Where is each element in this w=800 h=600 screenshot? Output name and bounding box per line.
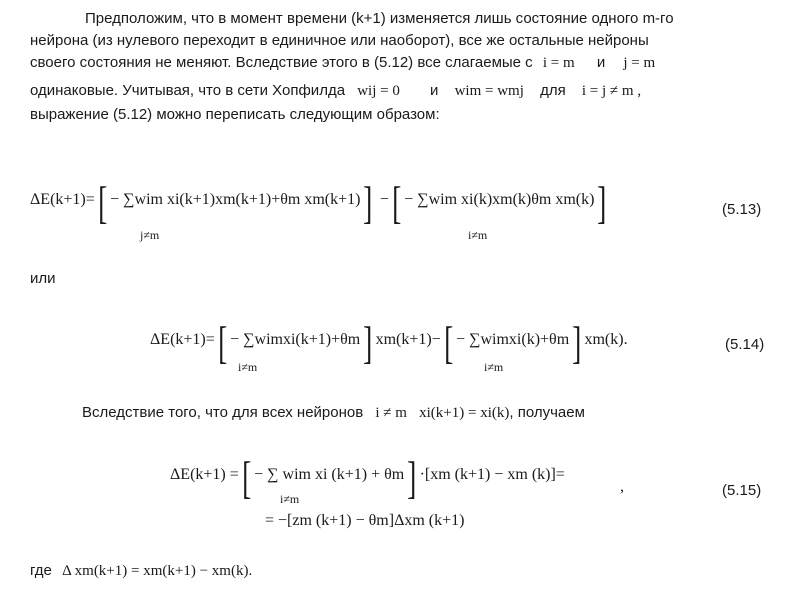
condition-wij-zero: wij = 0 [357,83,400,99]
intro-line-1: Предположим, что в момент времени (k+1) изменяется лишь состояние одного m-го [85,10,674,27]
conjunction-and: и [596,54,606,71]
intro-line-3-text: своего состояния не меняют. Вследствие этого в (5.12) все слагаемые с [30,54,533,71]
eq515-number: (5.15) [722,482,762,499]
eq513-bracket-close-1: ] [363,177,373,228]
intro-line-2: нейрона (из нулевого переходит в единичное или наоборот), все же остальные нейроны [30,32,649,49]
eq514-sum-index-1: i≠m [238,360,258,374]
eq514-tail2: xm(k). [584,331,628,348]
eq513-bracket-open-1: [ [97,177,108,228]
intro-line-3 [30,52,775,74]
delta-definition-formula: Δ xm(k+1) = xm(k+1) − xm(k). [62,563,253,579]
eq513-sum-index-1: j≠m [140,228,160,242]
intro-line-4 [30,80,775,102]
eq513-minus: − [379,191,389,208]
eq513-sum-index-2: i≠m [468,228,488,242]
eq514-lhs: ΔE(k+1)= [150,331,215,348]
eq514-bracket-close-2: ] [572,317,582,368]
eq515-bracket-open: [ [241,452,252,503]
equation-5-15-line-1 [170,452,565,503]
eq514-number: (5.14) [725,336,765,353]
equation-5-13 [30,177,610,228]
condition-j-eq-m: j = m [623,55,656,71]
eq515-sum-index: i≠m [280,492,300,506]
eq515-comma: , [620,478,624,495]
eq513-bracket-close-2: ] [597,177,607,228]
eq515-mid: ·[xm (k+1) − xm (k)]= [419,466,565,483]
intro-line-5: выражение (5.12) можно переписать следующим образом: [30,106,440,123]
neurons-condition-text: Вследствие того, что для всех нейронов [82,404,364,421]
eq515-lhs: ΔE(k+1) = [170,466,239,483]
eq513-part2: − ∑wim xi(k)xm(k)θm xm(k) [404,191,595,208]
eq514-part1: − ∑wimxi(k+1)+θm [230,331,361,348]
equation-5-14 [150,317,628,368]
neurons-condition-line [82,404,585,422]
conjunction-and-2: и [430,82,439,99]
equation-5-15-line-2: = −[zm (k+1) − θm]Δxm (k+1) [265,512,465,529]
word-or: или [30,270,56,287]
condition-i-eq-j-neq-m: i = j ≠ m , [581,83,642,99]
condition-i-eq-m: i = m [542,55,575,71]
eq514-sum-index-2: i≠m [484,360,504,374]
eq513-part1: − ∑wim xi(k+1)xm(k+1)+θm xm(k+1) [110,191,361,208]
eq514-tail1: xm(k+1)− [375,331,441,348]
eq515-bracket-close: ] [407,452,417,503]
eq515-part1: − ∑ wim xi (k+1) + θm [254,466,405,483]
eq513-lhs: ΔE(k+1)= [30,191,95,208]
eq514-bracket-open-1: [ [217,317,228,368]
delta-definition-line [30,562,252,580]
neurons-condition-text-2: , получаем [509,404,585,421]
eq514-part2: − ∑wimxi(k)+θm [456,331,570,348]
condition-wim-eq-wmj: wim = wmj [454,83,524,99]
delta-definition-where: где [30,562,52,579]
eq513-bracket-open-2: [ [391,177,402,228]
eq513-number: (5.13) [722,201,762,218]
eq514-bracket-open-2: [ [443,317,453,368]
word-for: для [540,82,566,99]
neurons-condition-x-equal: xi(k+1) = xi(k) [419,405,510,421]
neurons-condition-i-neq-m: i ≠ m [375,405,407,421]
eq514-bracket-close-1: ] [363,317,373,368]
intro-paragraph [30,8,775,126]
intro-line-4-text: одинаковые. Учитывая, что в сети Хопфилда [30,82,346,99]
